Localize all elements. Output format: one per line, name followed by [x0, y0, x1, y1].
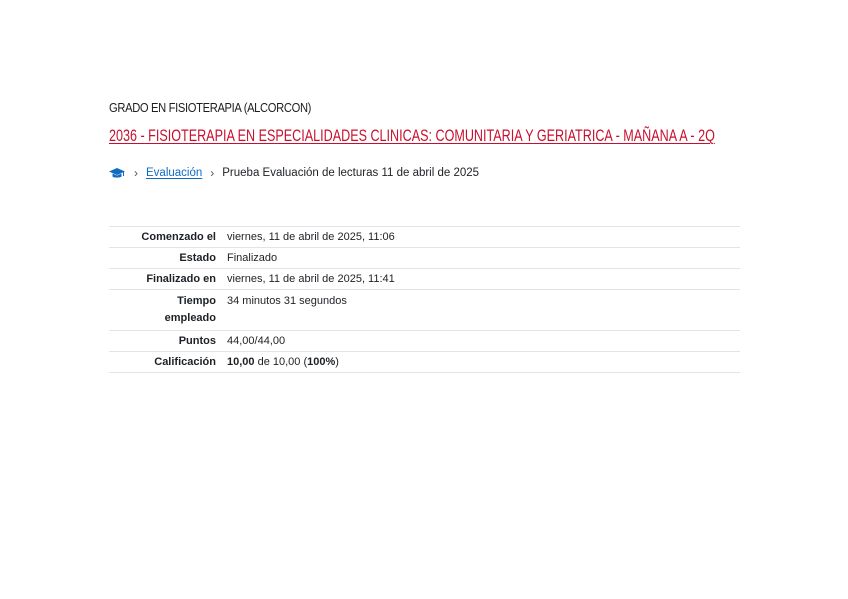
- state-label: Estado: [179, 252, 216, 264]
- grade-of: de 10,00 (: [257, 356, 308, 368]
- table-row: [109, 269, 740, 290]
- quiz-summary-table: [109, 226, 740, 373]
- points-label: Puntos: [178, 335, 216, 347]
- breadcrumb-item-current: Prueba Evaluación de lecturas 11 de abril de 2025: [222, 167, 480, 179]
- time-label: [109, 290, 227, 331]
- started-value: viernes, 11 de abril de 2025, 11:06: [227, 231, 395, 243]
- time-value: 34 minutos 31 segundos: [227, 295, 347, 307]
- time-label-line1: Tiempo: [177, 295, 216, 307]
- chevron-right-icon: ›: [134, 166, 138, 180]
- grade-label: Calificación: [154, 356, 216, 368]
- points-value: 44,00/44,00: [227, 335, 286, 347]
- grade-percent: 100%: [307, 356, 336, 368]
- table-row: [109, 290, 740, 331]
- finished-value: viernes, 11 de abril de 2025, 11:41: [227, 273, 395, 285]
- breadcrumb: [109, 166, 479, 180]
- finished-label: Finalizado en: [146, 273, 216, 285]
- table-row: [109, 248, 740, 269]
- breadcrumb-item-evaluacion[interactable]: Evaluación: [146, 167, 203, 179]
- grade-score: 10,00: [227, 356, 255, 368]
- state-value: Finalizado: [227, 252, 278, 264]
- table-row: [109, 352, 740, 373]
- table-row: [109, 227, 740, 248]
- grade-value: [227, 352, 740, 373]
- time-label-line2: empleado: [164, 312, 216, 324]
- started-label: Comenzado el: [141, 231, 216, 243]
- program-title: GRADO EN FISIOTERAPIA (ALCORCON): [109, 100, 312, 115]
- course-link[interactable]: 2036 - FISIOTERAPIA EN ESPECIALIDADES CLINICAS: COMUNITARIA Y GERIATRICA - MAÑANA A - 2Q: [109, 126, 715, 145]
- chevron-right-icon: ›: [210, 166, 215, 180]
- grade-close: ): [335, 356, 339, 368]
- table-row: [109, 331, 740, 352]
- graduation-cap-icon[interactable]: [109, 166, 125, 180]
